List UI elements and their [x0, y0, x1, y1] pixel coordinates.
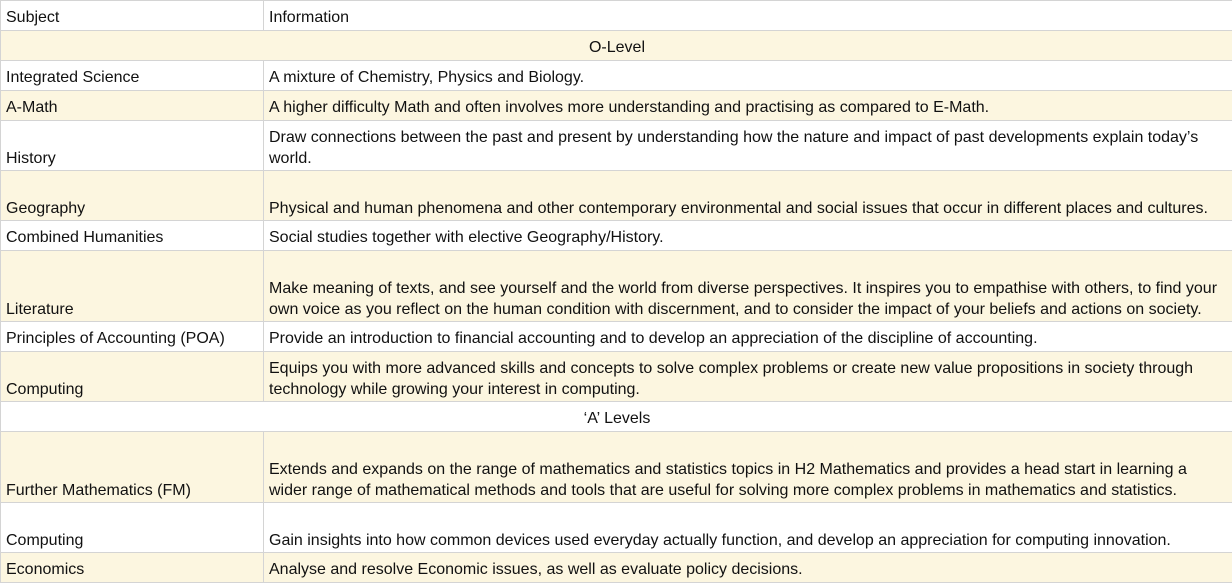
- information-cell: Social studies together with elective Geography/History.: [264, 221, 1232, 251]
- information-cell: Physical and human phenomena and other contemporary environmental and social issues that occur in different places and cultures.: [264, 171, 1232, 221]
- information-cell: A higher difficulty Math and often involves more understanding and practising as compared to E-Math.: [264, 91, 1232, 121]
- subject-cell: History: [1, 121, 264, 171]
- subject-cell: Literature: [1, 251, 264, 322]
- section-title-a-levels: ‘A’ Levels: [1, 402, 1232, 432]
- information-cell: Analyse and resolve Economic issues, as well as evaluate policy decisions.: [264, 553, 1232, 583]
- header-row: [1, 1, 1232, 31]
- table-row: [1, 91, 1232, 121]
- table-row: [1, 171, 1232, 221]
- subject-cell: Integrated Science: [1, 61, 264, 91]
- information-cell: Gain insights into how common devices used everyday actually function, and develop an appreciation for computing innovation.: [264, 503, 1232, 553]
- section-title-o-level: O-Level: [1, 31, 1232, 61]
- information-cell: Draw connections between the past and present by understanding how the nature and impact of past developments explain today’s world.: [264, 121, 1232, 171]
- information-cell: A mixture of Chemistry, Physics and Biology.: [264, 61, 1232, 91]
- table-row: [1, 322, 1232, 352]
- information-cell: Extends and expands on the range of mathematics and statistics topics in H2 Mathematics and provides a head start in learning a wider range of mathematical methods and tools that are useful for solving more complex problems in mathematics and statistics.: [264, 432, 1232, 503]
- subject-cell: Combined Humanities: [1, 221, 264, 251]
- table-row: [1, 432, 1232, 503]
- table-row: [1, 121, 1232, 171]
- information-cell: Provide an introduction to financial accounting and to develop an appreciation of the discipline of accounting.: [264, 322, 1232, 352]
- subject-cell: Economics: [1, 553, 264, 583]
- section-row: [1, 31, 1232, 61]
- section-row: [1, 402, 1232, 432]
- table-row: [1, 352, 1232, 402]
- header-information: Information: [264, 1, 1232, 31]
- subject-cell: Further Mathematics (FM): [1, 432, 264, 503]
- subject-cell: Computing: [1, 503, 264, 553]
- table-row: [1, 221, 1232, 251]
- information-cell: Equips you with more advanced skills and concepts to solve complex problems or create new value propositions in society through technology while growing your interest in computing.: [264, 352, 1232, 402]
- information-cell: Make meaning of texts, and see yourself and the world from diverse perspectives. It inspires you to empathise with others, to find your own voice as you reflect on the human condition with discernment, and to consider the impact of your beliefs and actions on society.: [264, 251, 1232, 322]
- subject-cell: A-Math: [1, 91, 264, 121]
- subject-cell: Computing: [1, 352, 264, 402]
- table-row: [1, 61, 1232, 91]
- subject-cell: Geography: [1, 171, 264, 221]
- table-row: [1, 503, 1232, 553]
- table-row: [1, 251, 1232, 322]
- header-subject: Subject: [1, 1, 264, 31]
- table-row: [1, 553, 1232, 583]
- subject-cell: Principles of Accounting (POA): [1, 322, 264, 352]
